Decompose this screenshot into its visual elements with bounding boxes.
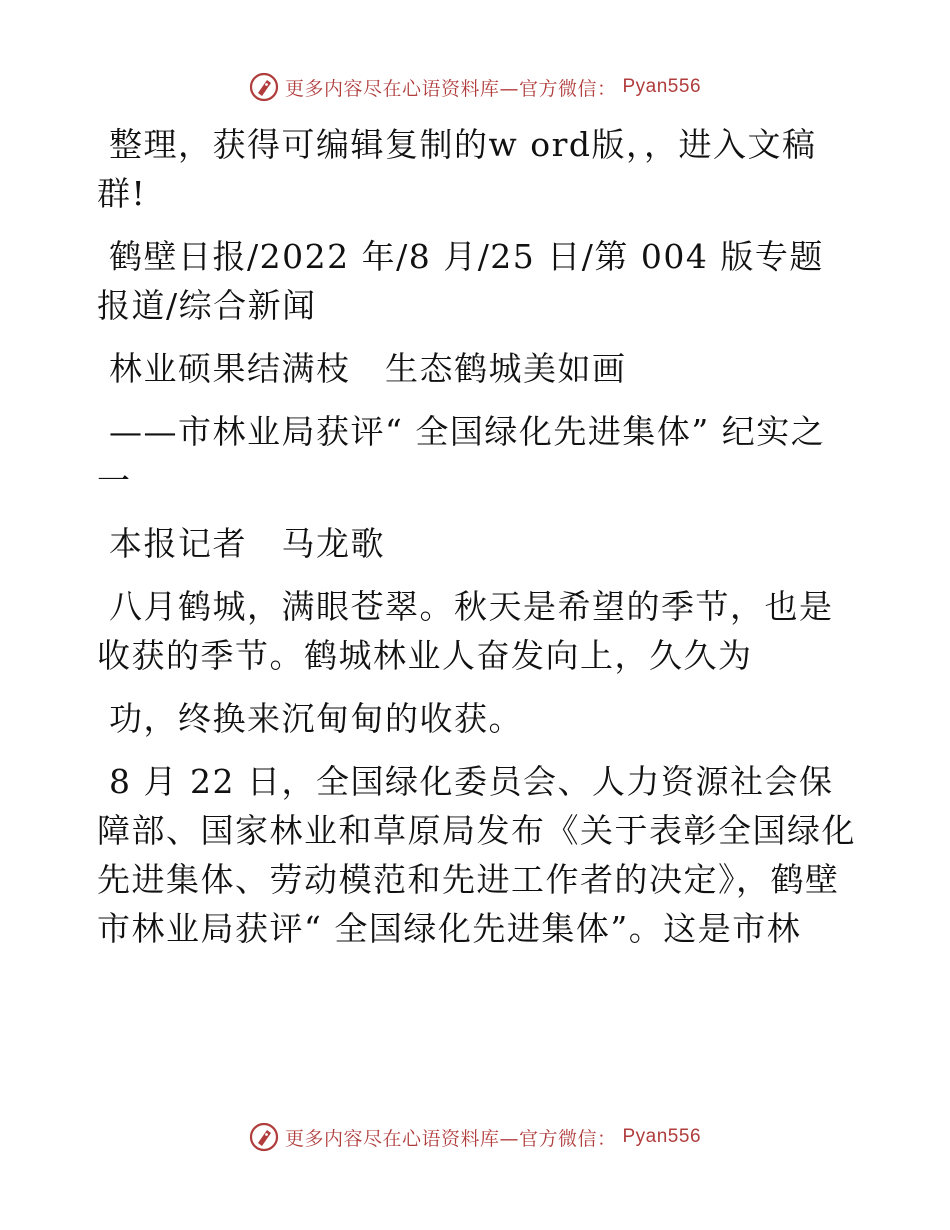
footer-watermark-text: 更多内容尽在心语资料库—官方微信： (284, 1127, 617, 1150)
paragraph-source: 鹤壁日报/2022 年/8 月/25 日/第 004 版专题报道/综合新闻 (97, 237, 824, 325)
footer-watermark (0, 1122, 950, 1152)
footer-watermark-handle: Pyan556 (622, 1126, 702, 1147)
pen-nib-logo-icon (249, 1122, 279, 1152)
article-title: 林业硕果结满枝 生态鹤城美如画 (97, 349, 627, 388)
article-subtitle: ——市林业局获评“ 全国绿化先进集体” 纪实之一 (97, 412, 826, 500)
paragraph-body-1: 八月鹤城，满眼苍翠。秋天是希望的季节，也是收获的季节。鹤城林业人奋发向上，久久为 (97, 587, 834, 675)
header-watermark-handle: Pyan556 (622, 76, 702, 97)
header-watermark (0, 72, 950, 102)
article-byline: 本报记者 马龙歌 (97, 524, 385, 563)
paragraph-intro: 整理，获得可编辑复制的w ord版，，进入文稿群! (97, 125, 817, 213)
paragraph-body-3: 8 月 22 日，全国绿化委员会、人力资源社会保障部、国家林业和草原局发布《关于表彰全国绿化先进集体、劳动模范和先进工作者的决定》，鹤壁市林业局获评“ 全国绿化先进集体”。这是市林 (97, 762, 856, 948)
pen-nib-logo-icon (249, 72, 279, 102)
header-watermark-text: 更多内容尽在心语资料库—官方微信： (284, 77, 617, 100)
paragraph-body-2: 功，终换来沉甸甸的收获。 (97, 699, 523, 738)
document-body (97, 120, 857, 967)
